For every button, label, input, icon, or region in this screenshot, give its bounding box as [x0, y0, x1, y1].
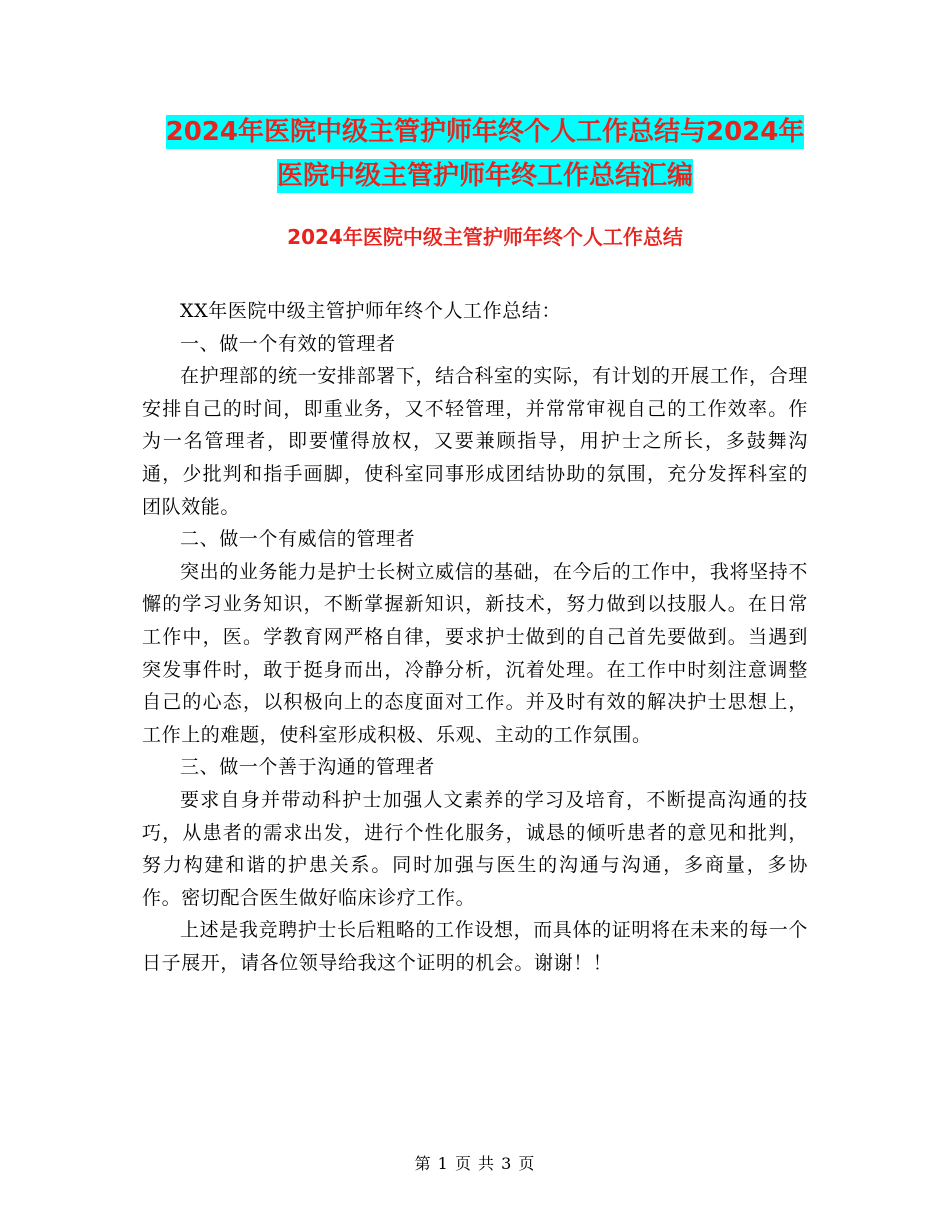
paragraph-closing: 上述是我竞聘护士长后粗略的工作设想，而具体的证明将在未来的每一个日子展开，请各位领导给我这个证明的机会。谢谢！！ [142, 919, 808, 974]
section-heading: 2024年医院中级主管护师年终个人工作总结 [287, 225, 683, 249]
paragraph-point-3: 要求自身并带动科护士加强人文素养的学习及培育，不断提高沟通的技巧，从患者的需求出发，进行个性化服务，诚恳的倾听患者的意见和批判，努力构建和谐的护患关系。同时加强与医生的沟通与沟通，多商量，多协作。密切配合医生做好临床诊疗工作。 [142, 788, 808, 909]
document-title-line-2: 医院中级主管护师年终工作总结汇编 [276, 161, 693, 191]
heading-point-3: 三、做一个善于沟通的管理者 [180, 756, 435, 779]
document-body [142, 295, 808, 979]
document-title [140, 110, 830, 198]
paragraph-point-2: 突出的业务能力是护士长树立威信的基础，在今后的工作中，我将坚持不懈的学习业务知识，不断掌握新知识，新技术，努力做到以技服人。在日常工作中，医。学教育网严格自律，要求护士做到的自己首先要做到。当遇到突发事件时，敢于挺身而出，冷静分析，沉着处理。在工作中时刻注意调整自己的心态，以积极向上的态度面对工作。并及时有效的解决护士思想上，工作上的难题，使科室形成积极、乐观、主动的工作氛围。 [142, 560, 808, 746]
paragraph-point-1: 在护理部的统一安排部署下，结合科室的实际，有计划的开展工作，合理安排自己的时间，即重业务，又不轻管理，并常常审视自己的工作效率。作为一名管理者，即要懂得放权，又要兼顾指导，用护士之所长，多鼓舞沟通，少批判和指手画脚，使科室同事形成团结协助的氛围，充分发挥科室的团队效能。 [142, 365, 808, 518]
heading-point-1: 一、做一个有效的管理者 [180, 332, 396, 355]
paragraph-intro: XX年医院中级主管护师年终个人工作总结： [180, 300, 562, 322]
page-footer: 第 1 页 共 3 页 [414, 1154, 536, 1173]
heading-point-2: 二、做一个有威信的管理者 [180, 528, 416, 551]
document-title-line-1: 2024年医院中级主管护师年终个人工作总结与2024年 [165, 117, 805, 147]
